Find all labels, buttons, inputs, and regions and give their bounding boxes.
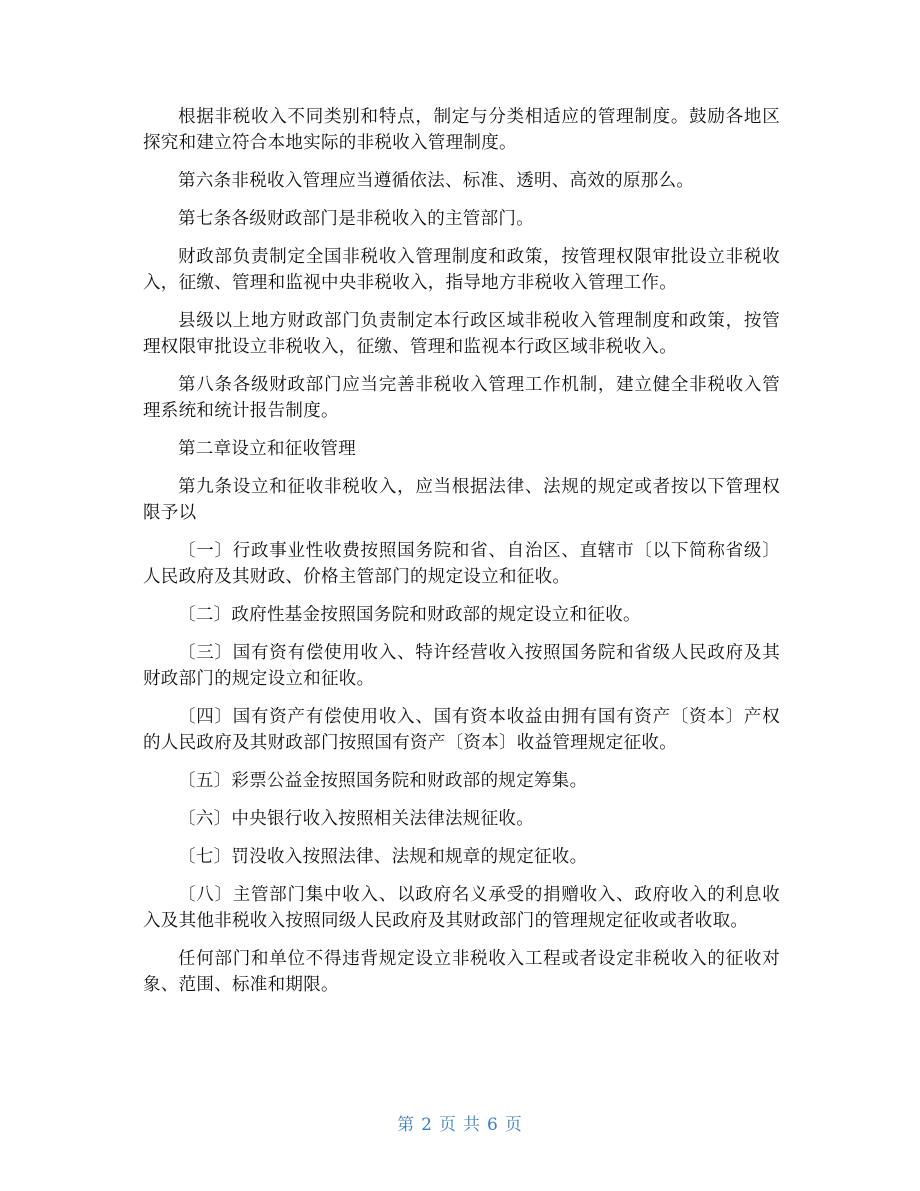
list-item: 〔一〕行政事业性收费按照国务院和省、自治区、直辖市〔以下简称省级〕人民政府及其财政、价格主管部门的规定设立和征收。 [143, 541, 780, 587]
page-number-footer [0, 1114, 920, 1136]
list-item: 〔五〕彩票公益金按照国务院和财政部的规定筹集。 [178, 771, 588, 791]
paragraph: 县级以上地方财政部门负责制定本行政区域非税收入管理制度和政策，按管理权限审批设立非税收入，征缴、管理和监视本行政区域非税收入。 [143, 311, 780, 357]
list-item: 〔二〕政府性基金按照国务院和财政部的规定设立和征收。 [178, 605, 641, 625]
paragraph: 根据非税收入不同类别和特点，制定与分类相适应的管理制度。鼓励各地区探究和建立符合本地实际的非税收入管理制度。 [143, 107, 780, 153]
chapter-heading: 第二章设立和征收管理 [178, 439, 356, 459]
paragraph: 第八条各级财政部门应当完善非税收入管理工作机制，建立健全非税收入管理系统和统计报告制度。 [143, 375, 780, 421]
list-item: 〔四〕国有资产有偿使用收入、国有资本收益由拥有国有资产〔资本〕产权的人民政府及其财政部门按照国有资产〔资本〕收益管理规定征收。 [143, 707, 780, 753]
footer-total-label: 共 [463, 1115, 481, 1135]
list-item: 〔八〕主管部门集中收入、以政府名义承受的捐赠收入、政府收入的利息收入及其他非税收入按照同级人民政府及其财政部门的管理规定征收或者收取。 [143, 885, 780, 931]
footer-suffix: 页 [504, 1115, 523, 1135]
list-item: 〔三〕国有资有偿使用收入、特许经营收入按照国务院和省级人民政府及其财政部门的规定设立和征收。 [143, 643, 780, 689]
paragraph: 任何部门和单位不得违背规定设立非税收入工程或者设定非税收入的征收对象、范围、标准和期限。 [143, 949, 780, 995]
paragraph: 财政部负责制定全国非税收入管理制度和政策，按管理权限审批设立非税收入，征缴、管理和监视中央非税收入，指导地方非税收入管理工作。 [143, 247, 780, 293]
list-item: 〔六〕中央银行收入按照相关法律法规征收。 [178, 809, 534, 829]
total-page-count: 6 [487, 1115, 499, 1135]
footer-prefix: 第 [397, 1115, 416, 1135]
paragraph: 第六条非税收入管理应当遵循依法、标准、透明、高效的原那么。 [178, 171, 695, 191]
list-item: 〔七〕罚没收入按照法律、法规和规章的规定征收。 [178, 847, 588, 867]
footer-page-label: 页 [439, 1115, 457, 1135]
current-page-number: 2 [421, 1115, 433, 1135]
paragraph: 第九条设立和征收非税收入，应当根据法律、法规的规定或者按以下管理权限予以 [143, 477, 780, 523]
document-body [143, 104, 780, 998]
paragraph: 第七条各级财政部门是非税收入的主管部门。 [178, 209, 534, 229]
